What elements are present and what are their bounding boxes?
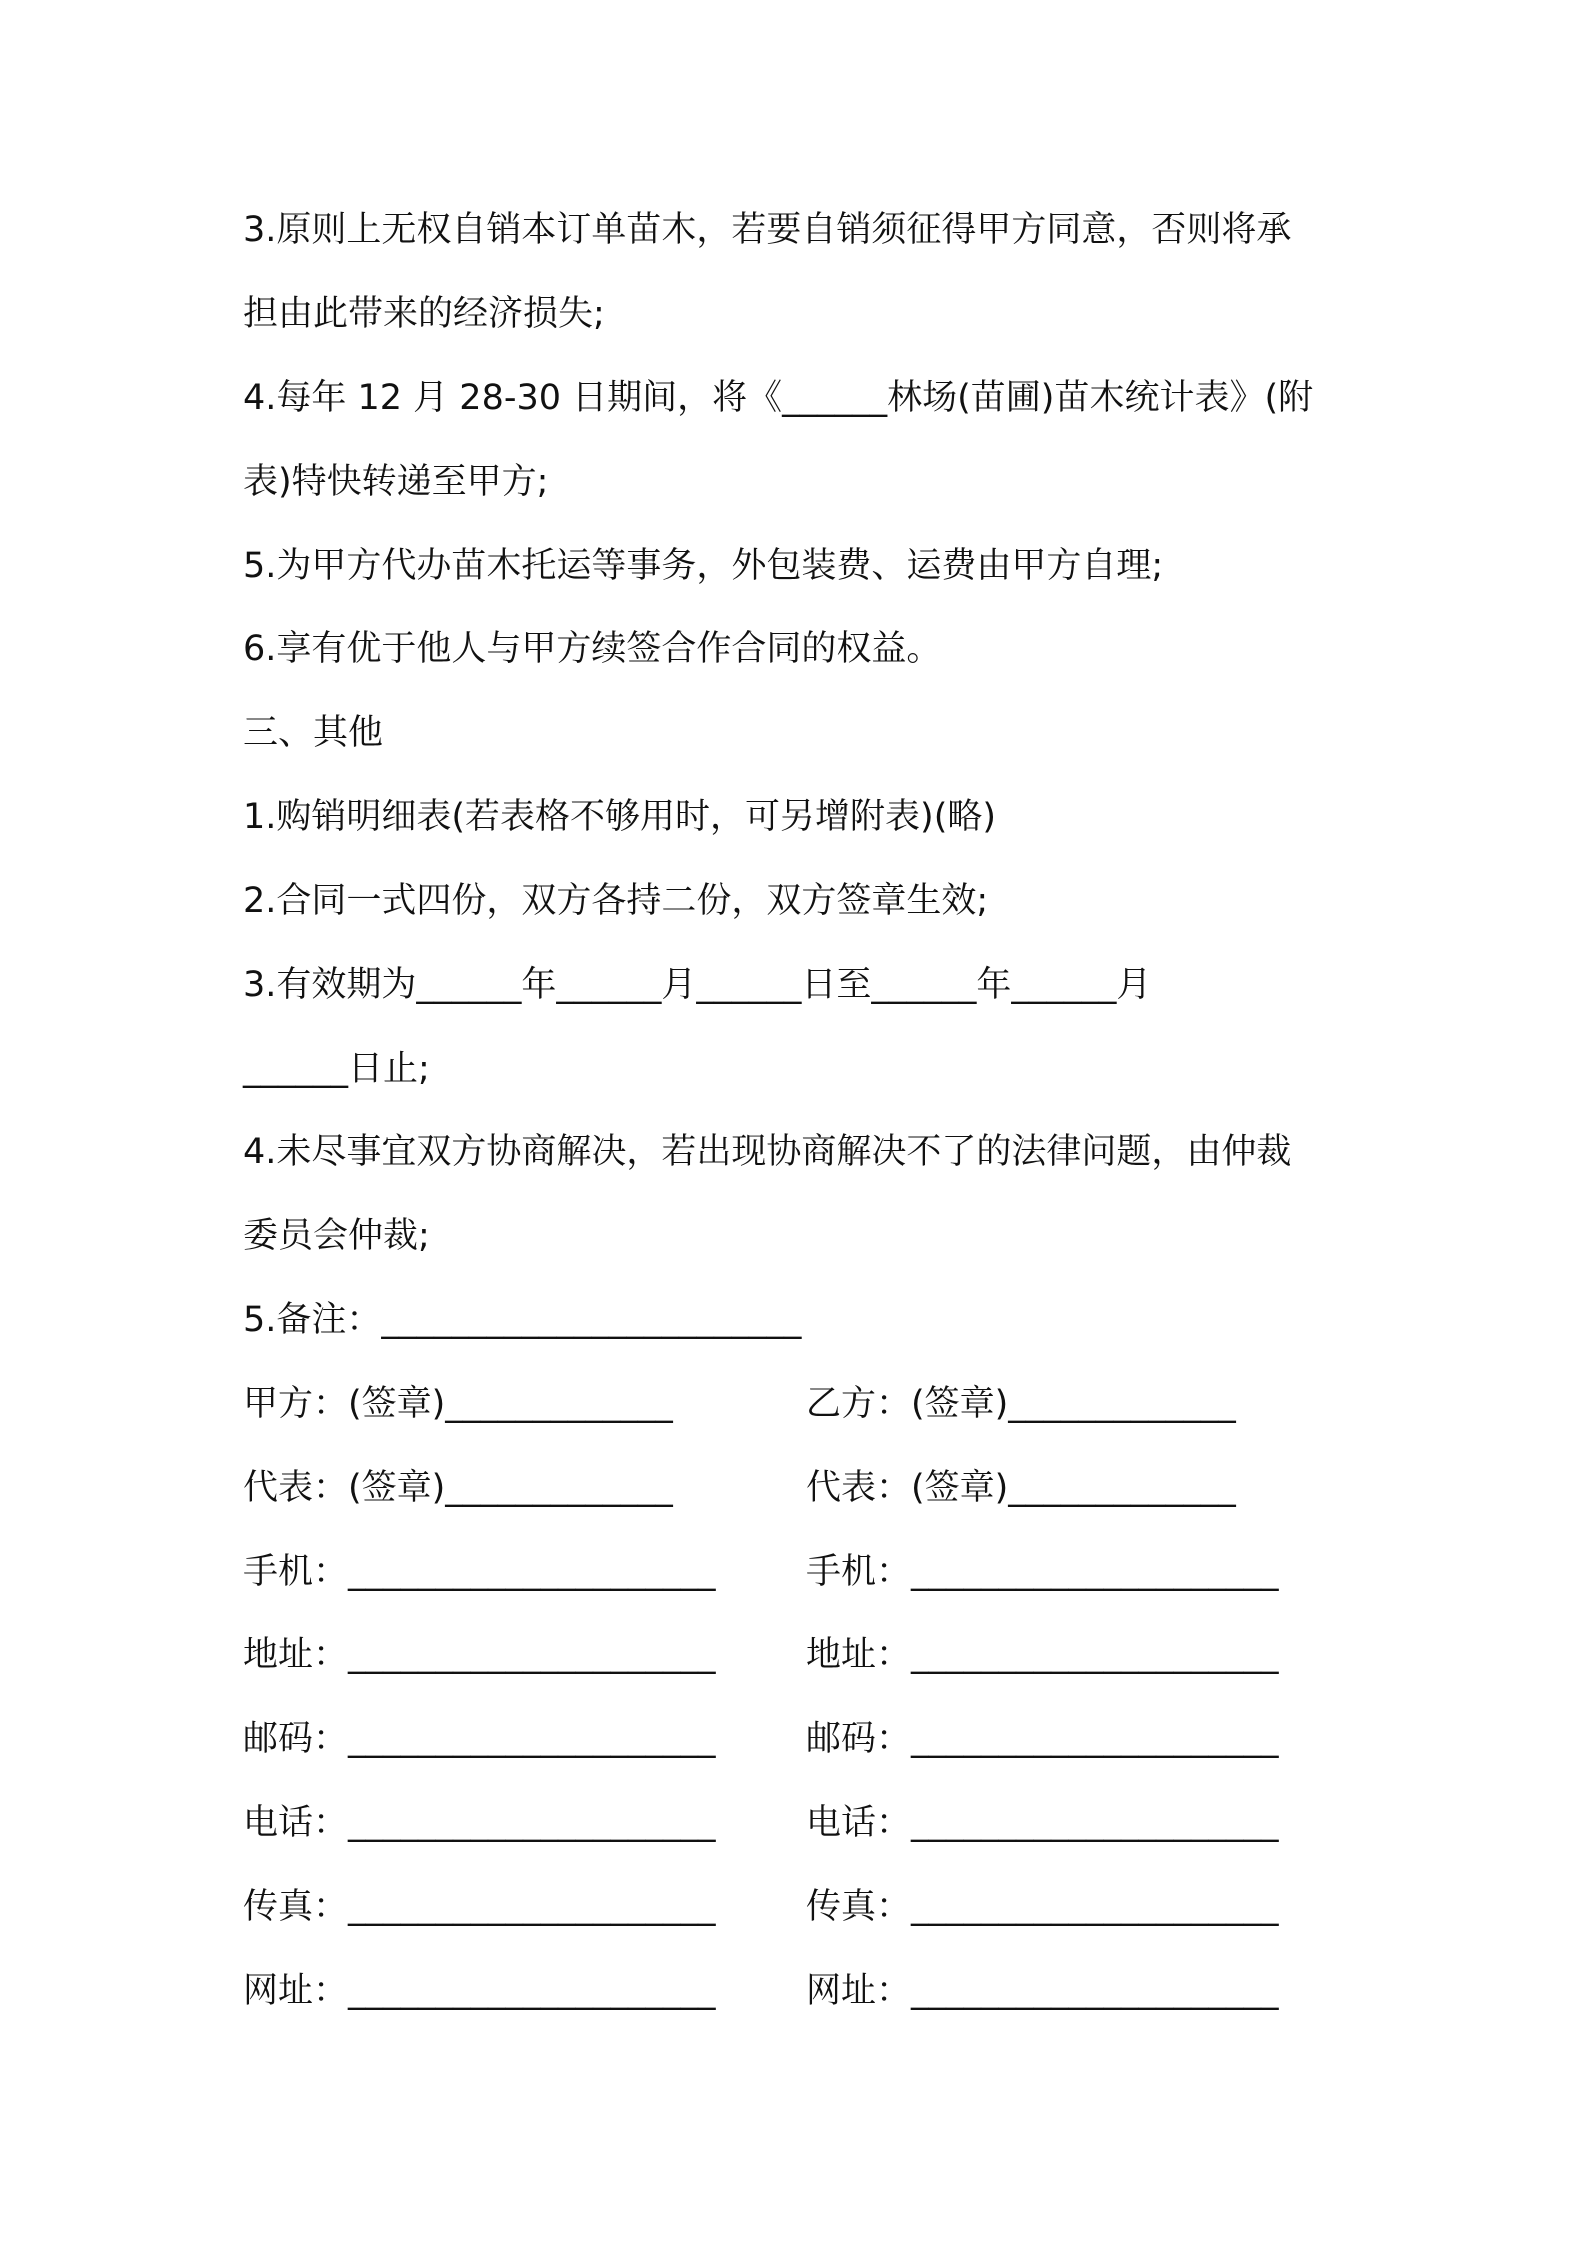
other-item-1: 1.购销明细表(若表格不够用时，可另增附表)(略): [243, 797, 997, 837]
clause-4-line-1: 4.每年 12 月 28-30 日期间，将《______林场(苗圃)苗木统计表》(附: [243, 378, 1314, 418]
other-item-4-line-2: 委员会仲裁;: [243, 1216, 430, 1256]
party-b-representative: 代表：(签章)_____________: [806, 1468, 1236, 1508]
party-b-postcode: 邮码：_____________________: [806, 1719, 1279, 1759]
clause-5: 5.为甲方代办苗木托运等事务，外包装费、运费由甲方自理;: [243, 546, 1164, 586]
party-b-seal: 乙方：(签章)_____________: [806, 1384, 1236, 1424]
party-a-fax: 传真：_____________________: [243, 1887, 716, 1927]
clause-6: 6.享有优于他人与甲方续签合作合同的权益。: [243, 629, 942, 669]
party-a-representative: 代表：(签章)_____________: [243, 1468, 673, 1508]
other-item-4-line-1: 4.未尽事宜双方协商解决，若出现协商解决不了的法律问题，由仲裁: [243, 1132, 1292, 1172]
party-a-website: 网址：_____________________: [243, 1971, 716, 2011]
party-b-address: 地址：_____________________: [806, 1635, 1279, 1675]
party-a-phone: 电话：_____________________: [243, 1803, 716, 1843]
party-a-postcode: 邮码：_____________________: [243, 1719, 716, 1759]
other-item-3-line-2: ______日止;: [243, 1049, 430, 1089]
party-b-phone: 电话：_____________________: [806, 1803, 1279, 1843]
party-a-seal: 甲方：(签章)_____________: [243, 1384, 673, 1424]
clause-3-line-2: 担由此带来的经济损失;: [243, 294, 605, 334]
party-a-mobile: 手机：_____________________: [243, 1552, 716, 1592]
clause-4-line-2: 表)特快转递至甲方;: [243, 462, 549, 502]
party-b-mobile: 手机：_____________________: [806, 1552, 1279, 1592]
other-item-5-remarks: 5.备注：________________________: [243, 1300, 802, 1340]
other-item-3-line-1: 3.有效期为______年______月______日至______年______月: [243, 965, 1152, 1005]
clause-3-line-1: 3.原则上无权自销本订单苗木，若要自销须征得甲方同意，否则将承: [243, 210, 1292, 250]
section-heading-other: 三、其他: [243, 713, 384, 753]
party-b-website: 网址：_____________________: [806, 1971, 1279, 2011]
party-a-address: 地址：_____________________: [243, 1635, 716, 1675]
other-item-2: 2.合同一式四份，双方各持二份，双方签章生效;: [243, 881, 989, 921]
party-b-fax: 传真：_____________________: [806, 1887, 1279, 1927]
